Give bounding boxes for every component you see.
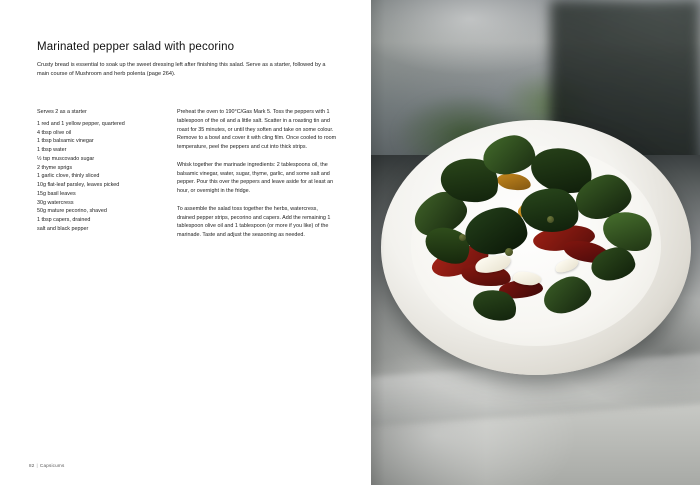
method-paragraph: To assemble the salad toss together the herbs, watercress, drained pepper strips, pecorino and capers. Add the remaining 1 tablespoon olive oil and 1 tablespoon (or more if you like) of the marinade. Taste and adjust the seasoning as needed.	[177, 205, 331, 238]
chapter-name: Capsicums	[39, 463, 65, 468]
method-column	[177, 108, 337, 240]
serves-line: Serves 2 as a starter	[37, 109, 87, 115]
salad-leaf	[539, 271, 595, 318]
caper	[547, 216, 554, 223]
list-item: 1 tbsp capers, drained	[37, 217, 91, 223]
list-item: 1 tbsp balsamic vinegar	[37, 138, 94, 145]
recipe-photo-page	[371, 0, 700, 485]
list-item: salt and black pepper	[37, 225, 89, 232]
list-item: 1 tbsp water	[37, 147, 67, 153]
method-paragraph: Preheat the oven to 190°C/Gas Mark 5. Toss the peppers with 1 tablespoon of the oil and a little salt. Scatter in a roasting tin and roast for 35 minutes, or until they soften and take on some colour. Remove to a bowl and cover it with cling film. Once cooled to room temperature, peel the peppers and cut into thick strips.	[177, 109, 337, 150]
list-item: ½ tsp muscovado sugar	[37, 155, 95, 162]
folio-separator: |	[36, 463, 38, 468]
caper	[505, 248, 513, 256]
caper	[459, 234, 466, 241]
list-item: 50g mature pecorino, shaved	[37, 208, 107, 215]
ingredient-list	[37, 120, 155, 234]
pecorino-shaving	[554, 256, 580, 275]
folio	[29, 463, 64, 468]
page-title: Marinated pepper salad with pecorino	[37, 40, 235, 53]
recipe-intro: Crusty bread is essential to soak up the sweet dressing left after finishing this salad. Serve as a starter, followed by a main course of Mushroom and herb polenta (page 264).	[37, 61, 326, 77]
page-number: 82	[29, 463, 35, 468]
salad-photograph	[371, 0, 700, 485]
list-item: 2 thyme sprigs	[37, 164, 73, 171]
ingredients-column	[37, 108, 155, 240]
recipe-columns	[37, 108, 337, 240]
list-item: 10g flat-leaf parsley, leaves picked	[37, 182, 120, 188]
list-item: 1 red and 1 yellow pepper, quartered	[37, 120, 125, 127]
salad-mound	[413, 130, 663, 340]
method-paragraph: Whisk together the marinade ingredients: 2 tablespoons oil, the balsamic vinegar, water, sugar, thyme, garlic, and some salt and pepper. Pour this over the peppers and leave aside for at least an hour, or overnight in the fridge.	[177, 161, 334, 194]
list-item: 4 tbsp olive oil	[37, 129, 72, 136]
list-item: 1 garlic clove, thinly sliced	[37, 173, 100, 180]
list-item: 30g watercress	[37, 199, 74, 206]
list-item: 15g basil leaves	[37, 190, 76, 197]
